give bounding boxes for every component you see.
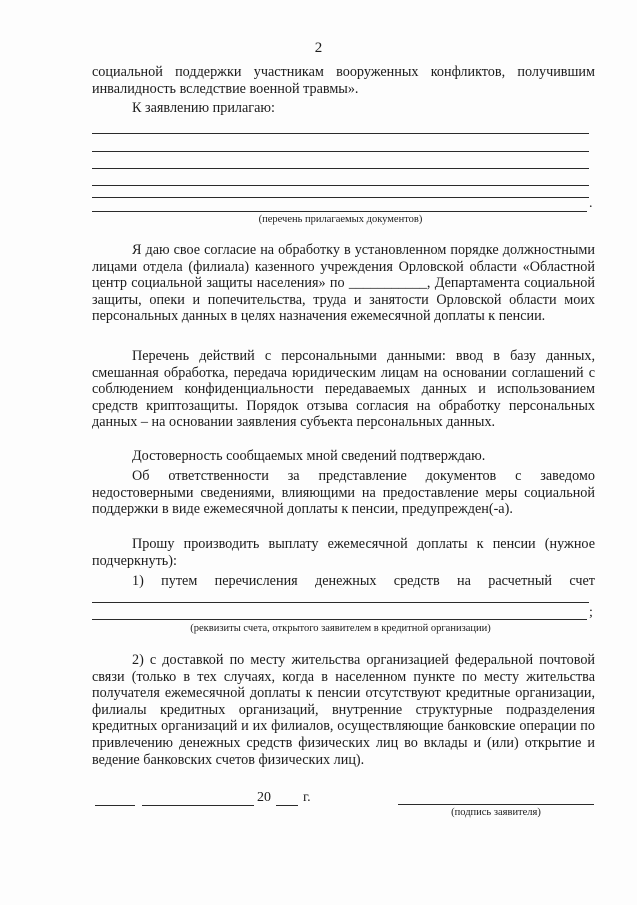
- signature-line[interactable]: [398, 804, 594, 805]
- account-line[interactable]: [92, 619, 587, 620]
- account-caption: (реквизиты счета, открытого заявителем в кредитной организации): [190, 623, 491, 634]
- payment-request: Прошу производить выплату ежемесячной доплаты к пенсии (нужное подчеркнуть):: [92, 536, 595, 569]
- actions-paragraph: Перечень действий с персональными данными: ввод в базу данных, смешанная обработка, передача юридическим лицам на основании соглашений с соблюдением конфиденциальности передаваемых данных и использованием средств криптозащиты. Порядок отзыва согласия на обработку персональных данных – на основании заявления субъекта персональных данных.: [92, 348, 595, 431]
- date-month-line[interactable]: [142, 805, 254, 806]
- date-day-line[interactable]: [95, 805, 135, 806]
- attachment-line[interactable]: [92, 185, 589, 186]
- attachments-heading: К заявлению прилагаю:: [132, 100, 275, 116]
- attachment-line[interactable]: [92, 168, 589, 169]
- confirm-paragraph: Достоверность сообщаемых мной сведений подтверждаю.: [132, 448, 486, 464]
- attachment-line[interactable]: [92, 133, 589, 134]
- date-year-suffix: г.: [303, 790, 311, 805]
- account-line[interactable]: [92, 602, 589, 603]
- attachments-end-mark: .: [589, 196, 593, 211]
- attachment-line[interactable]: [92, 151, 589, 152]
- consent-paragraph: Я даю свое согласие на обработку в установленном порядке должностными лицами отдела (филиала) казенного учреждения Орловской области «Областной центр социальной защиты населения» по ___________, Департамента социальной защиты, опеки и попечительства, труда и занятости Орловской области моих персональных данных в целях назначения ежемесячной доплаты к пенсии.: [92, 242, 595, 325]
- intro-continuation: социальной поддержки участникам вооруженных конфликтов, получившим инвалидность вследствие военной травмы».: [92, 64, 595, 97]
- payment-option-2[interactable]: 2) с доставкой по месту жительства организацией федеральной почтовой связи (только в тех случаях, когда в населенном пункте по месту жительства получателя ежемесячной доплаты к пенсии отсутствуют кредитные организации, филиалы кредитных организаций, внутренние структурные подразделения кредитных организаций и их филиалов, осуществляющие банковские операции по привлечению денежных средств физических лиц во вклады и (или) открытие и ведение банковских счетов физических лиц).: [92, 652, 595, 768]
- attachment-line[interactable]: [92, 197, 589, 198]
- attachment-line[interactable]: [92, 211, 587, 212]
- date-year-prefix: 20: [257, 790, 271, 805]
- option1-end-mark: ;: [589, 605, 593, 620]
- signature-caption: (подпись заявителя): [451, 807, 541, 818]
- payment-option-1[interactable]: 1) путем перечисления денежных средств на расчетный счет: [132, 573, 595, 589]
- attachments-caption: (перечень прилагаемых документов): [258, 214, 423, 225]
- responsibility-paragraph: Об ответственности за представление документов с заведомо недостоверными сведениями, влияющими на предоставление меры социальной поддержки в виде ежемесячной доплаты к пенсии, предупрежден(-а).: [92, 468, 595, 518]
- page-number: 2: [314, 40, 323, 56]
- date-year-line[interactable]: [276, 805, 298, 806]
